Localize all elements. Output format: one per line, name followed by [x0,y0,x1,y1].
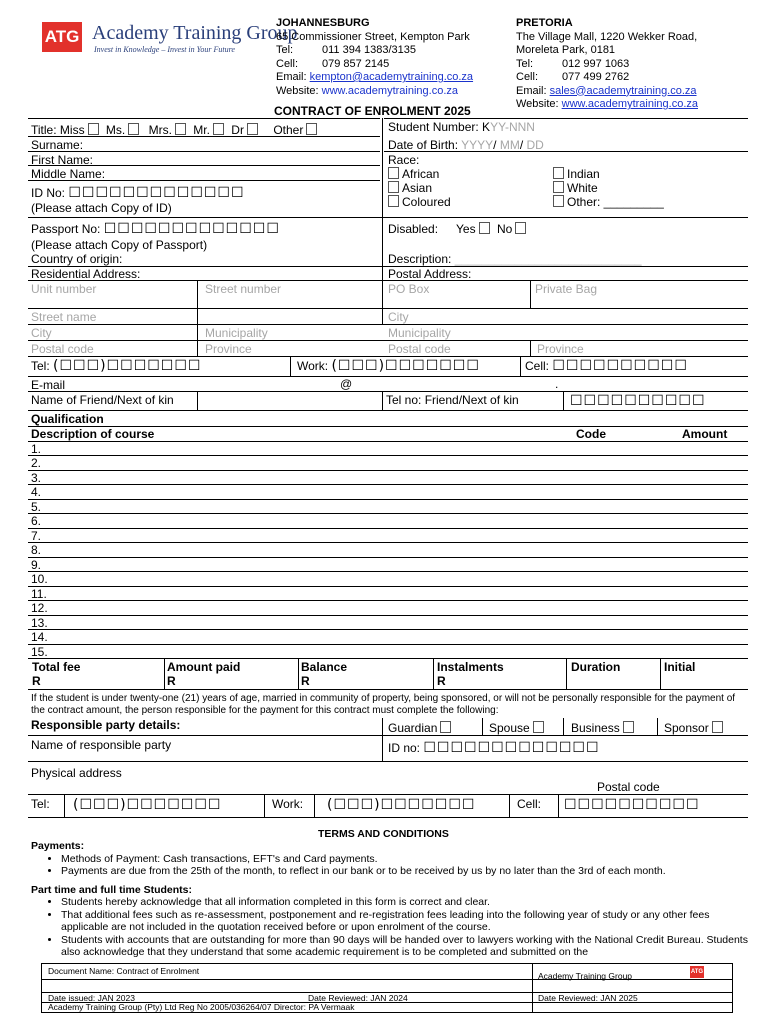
course-row-line [28,542,748,543]
johannesburg-address: JOHANNESBURG 65 Commissioner Street, Kempton Park Tel: 011 394 1383/3135 Cell: 079 857 2145 Email: kempton@academytraining.co.za Website: www.academytraining.co.za [276,17,474,97]
id-no-field[interactable]: ID No: ☐☐☐☐☐☐☐☐☐☐☐☐☐ [31,185,245,201]
kin-cell-field[interactable]: ☐☐☐☐☐☐☐☐☐☐ [570,393,706,409]
course-row-line [28,557,748,558]
race-coloured-option[interactable]: Coloured [388,195,451,209]
postal-postal-code-field[interactable]: Postal code [388,342,451,356]
postal-code-field[interactable]: Postal code [31,342,94,356]
course-row[interactable]: 1. [31,442,42,456]
course-row-line [28,528,748,529]
private-bag-field[interactable]: Private Bag [535,282,598,296]
middle-name-label: Middle Name: [31,167,106,181]
first-name-label: First Name: [31,153,94,167]
course-row-line [28,615,748,616]
course-row[interactable]: 10. [31,572,48,586]
course-row[interactable]: 14. [31,630,48,644]
course-row[interactable]: 13. [31,616,48,630]
footer-company: Academy Training Group [538,971,633,981]
date-reviewed-2025: Date Reviewed: JAN 2025 [538,993,638,1003]
responsible-work-field[interactable]: (☐☐☐)☐☐☐☐☐☐☐ [327,797,476,813]
course-row-line [28,499,748,500]
city-field[interactable]: City [31,326,52,340]
course-row-line [28,600,748,601]
course-row[interactable]: 4. [31,485,42,499]
course-row[interactable]: 2. [31,456,42,470]
terms-body [31,840,751,959]
footer-logo: ATG [690,966,704,978]
race-indian-option[interactable]: Indian [553,167,600,181]
title-mr-checkbox[interactable] [213,123,224,135]
duration-cell[interactable]: Duration [571,660,621,674]
street-name-field[interactable]: Street name [31,310,97,324]
title-ms-checkbox[interactable] [128,123,139,135]
cell-field[interactable]: Cell: ☐☐☐☐☐☐☐☐☐☐ [525,358,688,374]
pretoria-address: PRETORIA The Village Mall, 1220 Wekker Road, Moreleta Park, 0181 Tel: 012 997 1063 Cell: 077 499 2762 Email: sales@academytraining.co.za Website: www.academytraining.co.za [516,17,698,110]
spouse-option[interactable]: Spouse [489,721,544,735]
responsible-id-field[interactable]: ID no: ☐☐☐☐☐☐☐☐☐☐☐☐☐ [388,740,600,756]
pta-website-link[interactable]: www.academytraining.co.za [561,98,698,110]
responsible-postal-code-label: Postal code [597,780,660,794]
email-dot: . [555,377,559,391]
postal-municipality-field[interactable]: Municipality [388,326,451,340]
course-row-line [28,441,748,442]
kin-tel-label: Tel no: Friend/Next of kin [386,393,519,407]
jhb-street: 65 Commissioner Street, Kempton Park [276,30,470,43]
responsible-work-label: Work: [272,797,304,811]
company-name: Academy Training Group [92,22,298,44]
student-term-2: • That additional fees such as re-assessment, postponement and re-registration fees leading into the following year of study or any other fees applicable are not included in the quotation received before or upon enrolment of the course. [61,909,751,934]
course-row[interactable]: 3. [31,471,42,485]
postal-city-field[interactable]: City [388,310,409,324]
initial-cell[interactable]: Initial [664,660,696,674]
tel-field[interactable]: Tel: (☐☐☐)☐☐☐☐☐☐☐ [31,358,202,374]
course-row-line [28,629,748,630]
attach-passport-note: (Please attach Copy of Passport) [31,238,208,252]
responsible-name-label: Name of responsible party [31,738,172,752]
course-row-line [28,571,748,572]
course-row[interactable]: 9. [31,558,42,572]
pta-title: PRETORIA [516,17,573,29]
dob-field[interactable]: Date of Birth: YYYY/ MM/ DD [388,138,544,152]
balance-cell[interactable]: Balance R [301,660,348,688]
payments-heading: Payments: [31,840,85,852]
course-row[interactable]: 6. [31,514,42,528]
form-title: CONTRACT OF ENROLMENT 2025 [274,104,471,118]
title-options: Title: Miss Ms. Mrs. Mr. Dr Other [31,123,317,137]
responsible-tel-label: Tel: [31,797,50,811]
student-term-3: • Students with accounts that are outstanding for more than 90 days will be handed over to lawyers working with the National Credit Bureau. Students also acknowledge that they understand that some academic requirement is to be completed and submitted on the [61,934,751,959]
course-row-line [28,470,748,471]
total-fee-cell[interactable]: Total fee R [32,660,81,688]
pta-email-link[interactable]: sales@academytraining.co.za [549,84,697,97]
race-white-option[interactable]: White [553,181,598,195]
date-issued: Date issued: JAN 2023 [48,993,135,1003]
terms-heading: TERMS AND CONDITIONS [318,828,449,840]
business-option[interactable]: Business [571,721,634,735]
title-miss-checkbox[interactable] [88,123,99,135]
municipality-field[interactable]: Municipality [205,326,268,340]
instalments-cell[interactable]: Instalments R [437,660,504,688]
attach-id-note: (Please attach Copy of ID) [31,201,172,215]
surname-label: Surname: [31,138,84,152]
course-row-line [28,644,748,645]
jhb-email-link[interactable]: kempton@academytraining.co.za [309,71,474,83]
email-at: @ [340,377,353,391]
payment-term-2: • Payments are due from the 25th of the month, to reflect in our bank or to be received by us by no later than the 3rd of each month. [61,865,751,878]
disabled-no-checkbox[interactable] [515,222,526,234]
code-header: Code [576,427,606,441]
street-number-field[interactable]: Street number [205,282,282,296]
student-term-1: • Students hereby acknowledge that all information completed in this form is correct and clear. [61,896,751,909]
amount-header: Amount [682,427,728,441]
student-number-field[interactable]: Student Number: KYY-NNN [388,120,535,134]
course-row[interactable]: 15. [31,645,48,659]
course-row-line [28,484,748,485]
pta-cell: 077 499 2762 [562,71,630,83]
disabled-yes-checkbox[interactable] [479,222,490,234]
jhb-tel: 011 394 1383/3135 [322,44,416,56]
race-asian-option[interactable]: Asian [388,181,432,195]
company-logo: ATG [42,22,82,52]
course-row[interactable]: 8. [31,543,42,557]
document-footer [41,963,733,1013]
students-heading: Part time and full time Students: [31,883,193,896]
passport-field[interactable]: Passport No: ☐☐☐☐☐☐☐☐☐☐☐☐☐ [31,221,280,237]
course-row[interactable]: 12. [31,601,48,615]
next-of-kin-label: Name of Friend/Next of kin [31,393,174,407]
province-field[interactable]: Province [205,342,252,356]
title-dr-checkbox[interactable] [247,123,258,135]
country-label: Country of origin: [31,252,123,266]
qualification-heading: Qualification [31,412,104,426]
sponsor-option[interactable]: Sponsor [664,721,723,735]
course-row-line [28,513,748,514]
description-field[interactable]: Description: ____________________________ [388,252,642,266]
course-row[interactable]: 11. [31,587,47,601]
responsible-cell-field[interactable]: ☐☐☐☐☐☐☐☐☐☐ [564,797,700,813]
responsible-heading: Responsible party details: [31,718,181,732]
responsible-tel-field[interactable]: (☐☐☐)☐☐☐☐☐☐☐ [73,797,222,813]
race-label: Race: [388,153,420,167]
responsible-note: If the student is under twenty-one (21) years of age, married in community of property, being sponsored, or will not be personally responsible for the payment of the contract amount, the person responsible for the payment for this contract must complete the following: [31,693,736,716]
work-field[interactable]: Work: (☐☐☐)☐☐☐☐☐☐☐ [297,358,480,374]
company-tagline: Invest in Knowledge – Invest in Your Future [94,45,235,54]
course-row-line [28,586,748,587]
date-reviewed-2024: Date Reviewed: JAN 2024 [308,993,408,1003]
pta-tel: 012 997 1063 [562,57,630,70]
guardian-option[interactable]: Guardian [388,721,451,735]
course-row[interactable]: 7. [31,529,42,543]
title-mrs-checkbox[interactable] [175,123,186,135]
payment-term-1: • Methods of Payment: Cash transactions, EFT's and Card payments. [61,853,751,866]
amount-paid-cell[interactable]: Amount paid R [167,660,241,688]
email-label: E-mail [31,378,66,392]
jhb-website-link[interactable]: www.academytraining.co.za [321,84,458,97]
jhb-cell: 079 857 2145 [322,57,390,70]
residential-address-label: Residential Address: [31,267,141,281]
race-african-option[interactable]: African [388,167,439,181]
course-description-header: Description of course [31,427,155,441]
course-row-line [28,455,748,456]
po-box-field[interactable]: PO Box [388,282,430,296]
course-row[interactable]: 5. [31,500,42,514]
physical-address-label: Physical address [31,766,122,780]
responsible-cell-label: Cell: [517,797,542,811]
company-registration: Academy Training Group (Pty) Ltd Reg No 2005/036264/07 Director: PA Vermaak [48,1002,355,1012]
disabled-field: Disabled: Yes No [388,222,526,236]
jhb-title: JOHANNESBURG [276,17,370,29]
document-name: Document Name: Contract of Enrolment [48,966,200,976]
postal-province-field[interactable]: Province [537,342,584,356]
unit-number-field[interactable]: Unit number [31,282,97,296]
title-other-checkbox[interactable] [306,123,317,135]
postal-address-label: Postal Address: [388,267,472,281]
race-other-option[interactable]: Other: _________ [553,195,664,209]
